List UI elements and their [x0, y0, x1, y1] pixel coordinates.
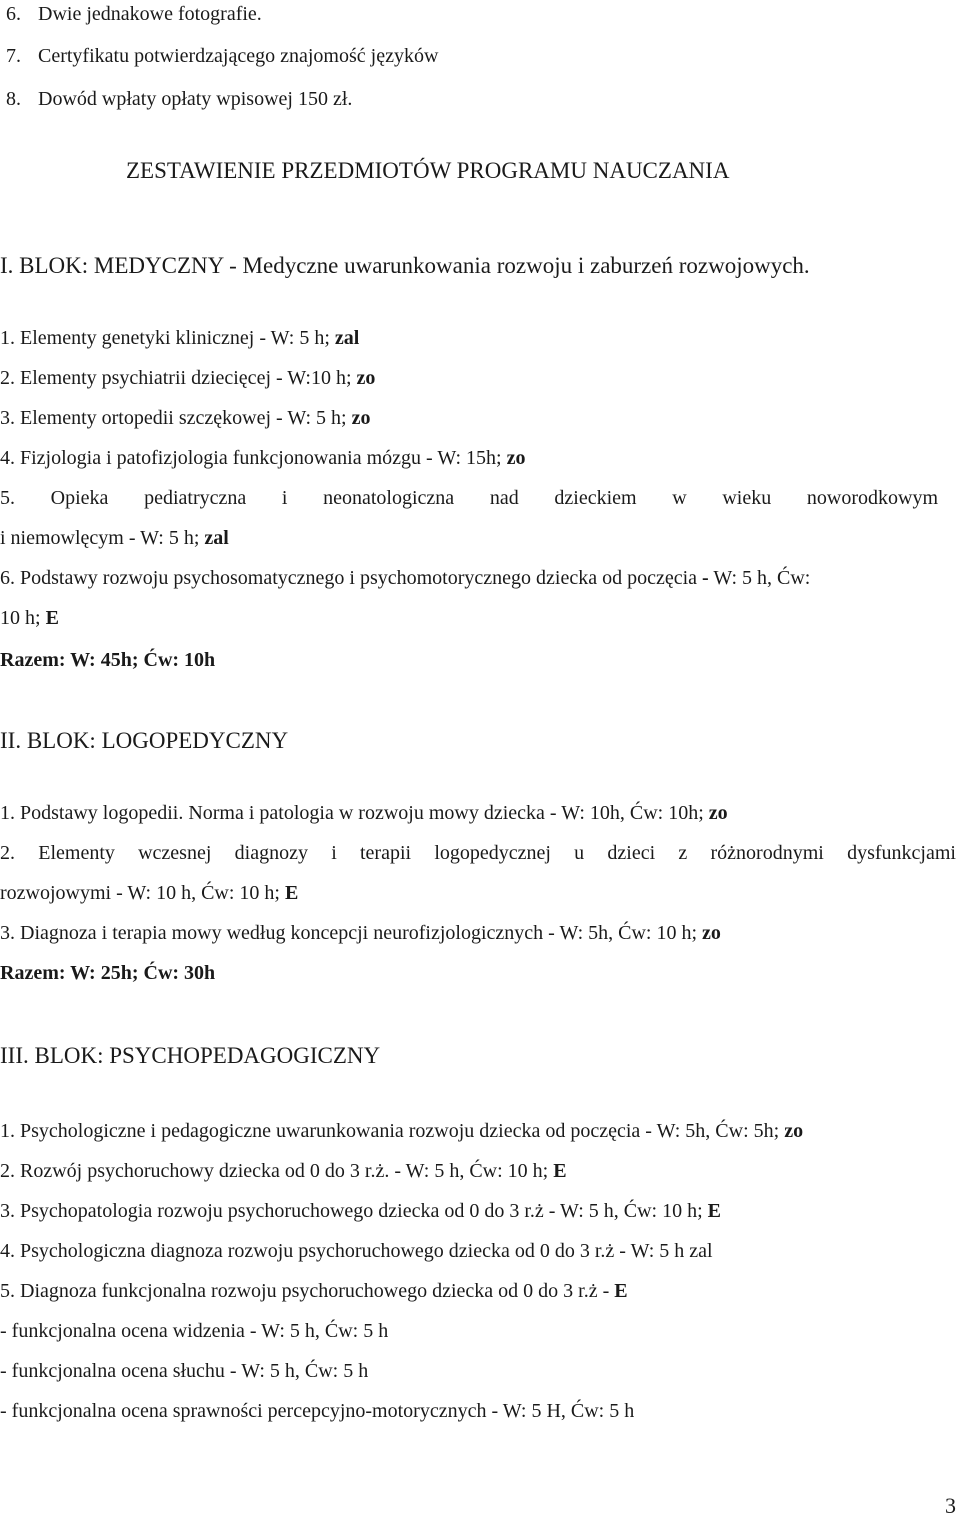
list-item: [6, 87, 353, 111]
item-text: 10 h;: [0, 607, 46, 629]
item-text: 4. Psychologiczna diagnoza rozwoju psychoruchowego dziecka od 0 do 3 r.ż - W: 5 h zal: [0, 1240, 713, 1262]
item-text: i niemowlęcym - W: 5 h;: [0, 527, 205, 549]
item-text: 1. Podstawy logopedii. Norma i patologia w rozwoju mowy dziecka - W: 10h, Ćw: 10h;: [0, 802, 709, 824]
list-item: [6, 44, 439, 68]
word: u: [574, 842, 585, 864]
list-item: [0, 1199, 721, 1223]
grade-code: E: [284, 882, 299, 904]
item-text: 2. Elementy psychiatrii dziecięcej - W:10 h;: [0, 367, 357, 389]
word: 5.: [0, 487, 15, 509]
word: z: [678, 842, 688, 864]
list-item-continuation: [0, 606, 59, 630]
block1-heading: I. BLOK: MEDYCZNY - Medyczne uwarunkowania rozwoju i zaburzeń rozwojowych.: [0, 253, 810, 278]
list-item: [0, 566, 810, 590]
word: pediatryczna: [144, 487, 247, 509]
grade-code: zo: [708, 802, 728, 824]
list-item: [0, 326, 359, 350]
list-item: [0, 1279, 628, 1303]
list-item: [6, 2, 262, 26]
grade-code: E: [553, 1160, 567, 1182]
grade-code: E: [707, 1200, 721, 1222]
word: w: [672, 487, 687, 509]
word: 2.: [0, 842, 15, 864]
item-text: 3. Psychopatologia rozwoju psychoruchowego dziecka od 0 do 3 r.ż - W: 5 h, Ćw: 10 h;: [0, 1200, 708, 1222]
grade-code: zo: [702, 922, 721, 944]
grade-code: zo: [356, 367, 376, 389]
item-text: W: 5 h, Ćw:: [708, 567, 811, 589]
word: dysfunkcjami: [847, 842, 956, 864]
grade-code: zal: [334, 327, 360, 349]
list-item: [0, 1159, 567, 1183]
item-text: 4. Fizjologia i patofizjologia funkcjonowania mózgu - W: 15h;: [0, 447, 507, 469]
word: nad: [489, 487, 519, 509]
item-text: 3. Elementy ortopedii szczękowej - W: 5 h;: [0, 407, 352, 429]
grade-code: zo: [351, 407, 371, 429]
list-item-justified: [0, 486, 938, 510]
list-item-justified: [0, 841, 956, 865]
list-text: Dwie jednakowe fotografie.: [38, 3, 262, 25]
item-text: 2. Rozwój psychoruchowy dziecka od 0 do 3 r.ż. - W: 5 h, Ćw: 10 h;: [0, 1160, 554, 1182]
word: wieku: [722, 487, 772, 509]
list-item: [0, 801, 728, 825]
list-item: [0, 1319, 388, 1343]
word: logopedycznej: [434, 842, 551, 864]
word: i: [281, 487, 288, 509]
list-number: 8.: [6, 88, 21, 110]
word: Opieka: [50, 487, 109, 509]
word: Elementy: [38, 842, 115, 864]
list-text: Certyfikatu potwierdzającego znajomość języków: [38, 45, 439, 67]
item-text: 3. Diagnoza i terapia mowy według koncepcji neurofizjologicznych - W: 5h, Ćw: 10 h;: [0, 922, 703, 944]
word: różnorodnymi: [710, 842, 824, 864]
word: noworodkowym: [806, 487, 938, 509]
item-text: 5. Diagnoza funkcjonalna rozwoju psychoruchowego dziecka od 0 do 3 r.ż -: [0, 1280, 615, 1302]
grade-code: zal: [204, 527, 229, 549]
list-number: 7.: [6, 45, 21, 67]
item-text: rozwojowymi - W: 10 h, Ćw: 10 h;: [0, 882, 285, 904]
grade-code: zo: [784, 1120, 804, 1142]
list-item: [0, 366, 375, 390]
word: neonatologiczna: [323, 487, 455, 509]
grade-code: E: [614, 1280, 628, 1302]
document-title: ZESTAWIENIE PRZEDMIOTÓW PROGRAMU NAUCZANIA: [126, 158, 730, 183]
item-text: - funkcjonalna ocena słuchu - W: 5 h, Ćw: 5 h: [0, 1360, 369, 1382]
grade-code: E: [45, 607, 59, 629]
list-item: [0, 1399, 634, 1423]
block2-total: Razem: W: 25h; Ćw: 30h: [0, 962, 216, 984]
word: i: [331, 842, 337, 864]
grade-code: zo: [506, 447, 526, 469]
word: wczesnej: [138, 842, 212, 864]
list-item-continuation: [0, 881, 298, 905]
word: dzieckiem: [554, 487, 637, 509]
dash: -: [702, 567, 709, 589]
list-item: [0, 921, 721, 945]
word: diagnozy: [234, 842, 308, 864]
page-number: 3: [945, 1493, 956, 1518]
list-text: Dowód wpłaty opłaty wpisowej 150 zł.: [38, 88, 353, 110]
list-item-continuation: [0, 526, 229, 550]
list-item: [0, 406, 370, 430]
block1-total: Razem: W: 45h; Ćw: 10h: [0, 649, 216, 671]
word: dzieci: [607, 842, 656, 864]
block2-heading: II. BLOK: LOGOPEDYCZNY: [0, 728, 289, 753]
item-text: 1. Elementy genetyki klinicznej - W: 5 h;: [0, 327, 335, 349]
list-item: [0, 1119, 803, 1143]
item-text: 1. Psychologiczne i pedagogiczne uwarunkowania rozwoju dziecka od poczęcia - W: 5h, Ćw: 5h;: [0, 1120, 785, 1142]
list-number: 6.: [6, 3, 21, 25]
list-item: [0, 446, 525, 470]
list-item: [0, 1359, 368, 1383]
item-text: - funkcjonalna ocena sprawności percepcyjno-motorycznych - W: 5 H, Ćw: 5 h: [0, 1400, 635, 1422]
block3-heading: III. BLOK: PSYCHOPEDAGOGICZNY: [0, 1043, 381, 1068]
word: terapii: [359, 842, 412, 864]
item-text: 6. Podstawy rozwoju psychosomatycznego i psychomotorycznego dziecka od poczęcia: [0, 567, 703, 589]
item-text: - funkcjonalna ocena widzenia - W: 5 h, Ćw: 5 h: [0, 1320, 389, 1342]
list-item: [0, 1239, 713, 1263]
